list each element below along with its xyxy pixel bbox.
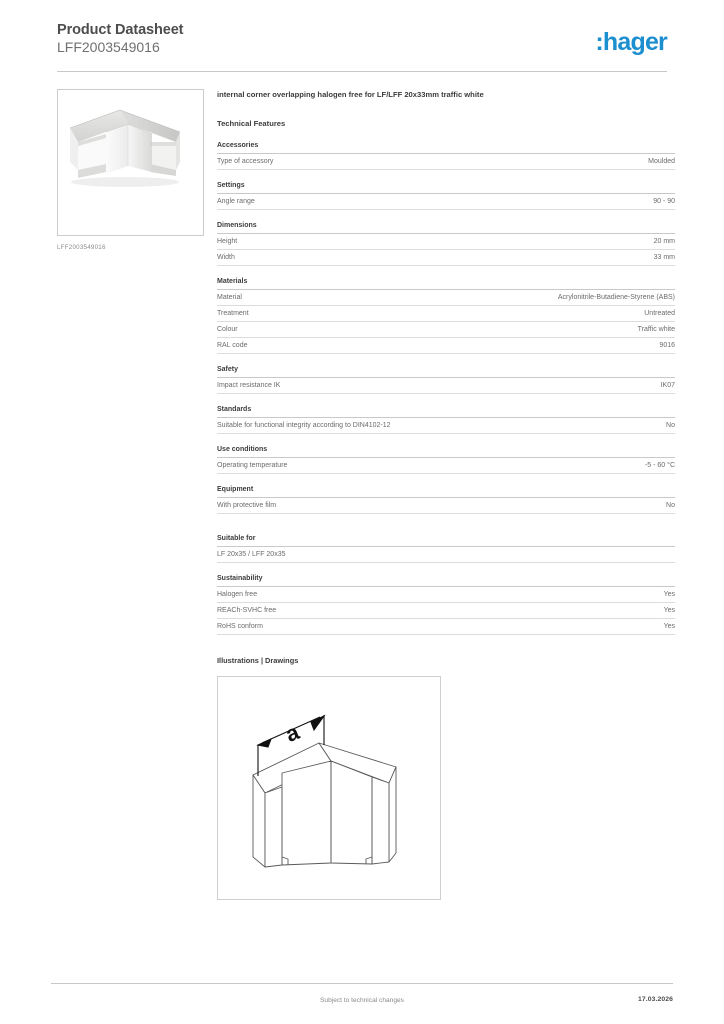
spec-row [217,154,675,170]
spec-row [217,378,675,394]
main-content [217,89,675,900]
spec-value: Traffic white [637,325,675,333]
spec-row [217,603,675,619]
spec-value: Moulded [648,157,675,165]
spec-value: 20 mm [653,237,675,245]
spec-group [217,365,675,394]
spec-group-heading: Dimensions [217,221,675,234]
spec-row [217,498,675,514]
spec-label: Material [217,293,242,301]
spec-row [217,338,675,354]
spec-value: 9016 [659,341,675,349]
page-header [57,22,667,68]
product-photo [58,90,203,235]
dimension-label-a: a [281,719,303,747]
spec-label: Halogen free [217,590,258,598]
spec-group-heading: Sustainability [217,574,675,587]
illustrations-title: Illustrations | Drawings [217,656,299,665]
spec-group-heading: Accessories [217,141,675,154]
spec-value: No [666,501,675,509]
spec-row [217,547,675,563]
product-image-frame [57,89,204,236]
spec-label: LF 20x35 / LFF 20x35 [217,550,286,558]
spec-group [217,141,675,170]
spec-group [217,181,675,210]
technical-drawing [218,677,440,899]
spec-value: 90 - 90 [653,197,675,205]
logo-wordmark: hager [602,28,667,56]
spec-label: RoHS conform [217,622,263,630]
spec-label: RAL code [217,341,248,349]
spec-group [217,405,675,434]
spec-value: 33 mm [653,253,675,261]
spec-label: Colour [217,325,238,333]
hager-logo [595,28,667,56]
footer-divider [51,983,673,984]
spec-group [217,277,675,354]
spec-value: Untreated [644,309,675,317]
technical-features-title: Technical Features [217,119,286,128]
spec-label: REACh-SVHC free [217,606,277,614]
spec-group [217,534,675,563]
spec-value: Yes [663,622,675,630]
spec-group-heading: Safety [217,365,675,378]
spec-group [217,445,675,474]
spec-label: Treatment [217,309,249,317]
spec-group [217,221,675,266]
spec-group-heading: Settings [217,181,675,194]
spec-label: With protective film [217,501,277,509]
spec-value: No [666,421,675,429]
spec-row [217,290,675,306]
footer-date: 17.03.2026 [637,996,673,1003]
spec-value: Yes [663,606,675,614]
spec-label: Type of accessory [217,157,274,165]
spec-group-heading: Materials [217,277,675,290]
spec-row [217,234,675,250]
spec-row [217,322,675,338]
spec-value: IK07 [660,381,675,389]
logo-colon-glyph: : [595,28,603,56]
spec-row [217,418,675,434]
spec-row [217,619,675,635]
spec-label: Height [217,237,238,245]
technical-drawing-frame [217,676,441,900]
spec-row [217,587,675,603]
spec-row [217,458,675,474]
spec-row [217,250,675,266]
spec-label: Width [217,253,235,261]
spec-label: Impact resistance IK [217,381,281,389]
spec-group-heading: Equipment [217,485,675,498]
spec-row [217,306,675,322]
spec-value: Acrylonitrile-Butadiene-Styrene (ABS) [557,293,675,301]
header-divider [57,71,667,72]
footer-note: Subject to technical changes [320,997,404,1004]
spec-label: Operating temperature [217,461,288,469]
spec-group [217,485,675,514]
spec-group [217,574,675,635]
spec-groups [217,141,675,635]
spec-label: Angle range [217,197,255,205]
product-image-caption: LFF2003549016 [57,244,106,251]
spec-row [217,194,675,210]
product-description: internal corner overlapping halogen free for LF/LFF 20x33mm traffic white [217,90,484,99]
spec-group-heading: Use conditions [217,445,675,458]
spec-label: Suitable for functional integrity according to DIN4102-12 [217,421,391,429]
spec-group-heading: Suitable for [217,534,675,547]
spec-value: -5 - 60 °C [644,461,675,469]
page-title: Product Datasheet [57,22,184,38]
spec-value: Yes [663,590,675,598]
spec-group-heading: Standards [217,405,675,418]
product-reference: LFF2003549016 [57,39,160,55]
